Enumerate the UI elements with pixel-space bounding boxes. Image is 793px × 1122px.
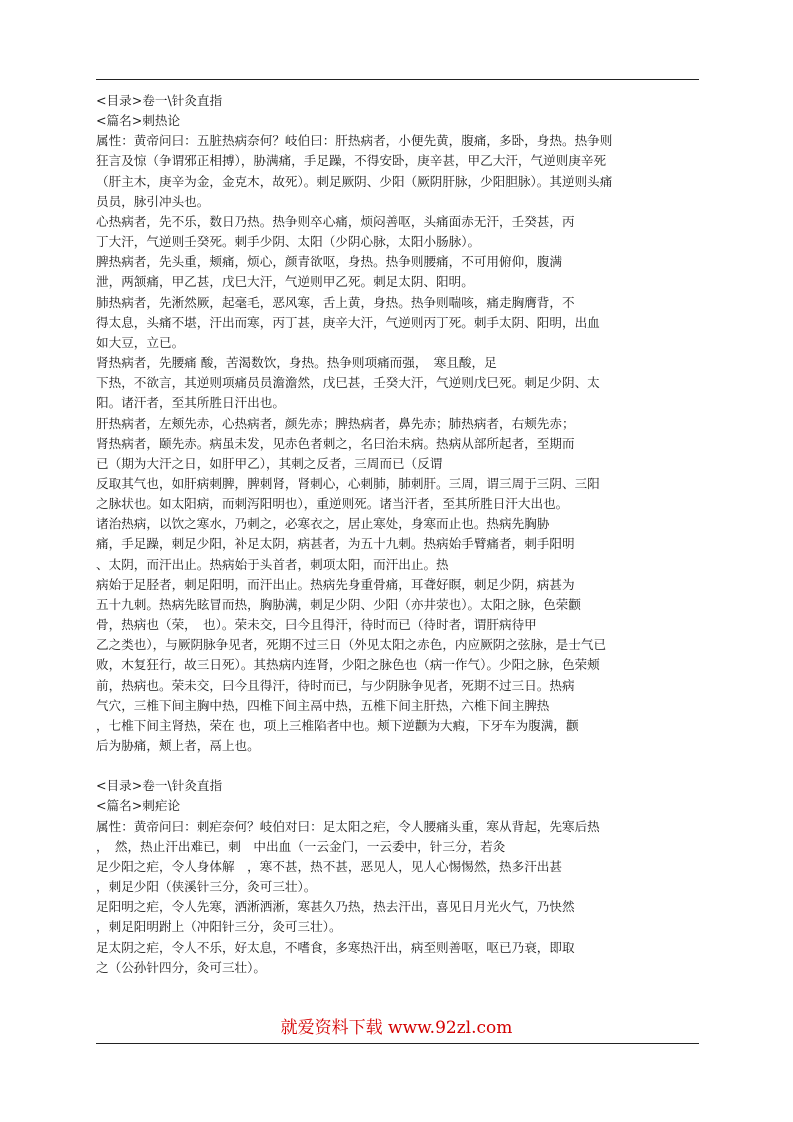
section-text <box>96 817 699 978</box>
text-line: 已（期为大汗之日，如肝甲乙），其刺之反者，三周而已（反谓 <box>96 455 443 471</box>
text-line: 足太阴之疟，令人不乐，好太息，不嗜食，多寒热汗出，病至则善呕，呕已乃衰，即取 <box>96 939 575 955</box>
text-line: ，刺足阳明跗上（冲阳针三分，灸可三壮）。 <box>96 919 342 935</box>
chapter-title: <篇名>刺疟论 <box>96 798 181 814</box>
text-line: 反取其气也，如肝病刺脾，脾刺肾，肾刺心，心刺肺，肺刺肝。三周，谓三周于三阴、三阳 <box>96 475 600 491</box>
text-line: 丁大汗，气逆则壬癸死。刺手少阴、太阳（少阴心脉，太阳小肠脉）。 <box>96 234 481 250</box>
text-line: 痛，手足躁，刺足少阳，补足太阴，病甚者，为五十九刺。热病始手臂痛者，刺手阳明 <box>96 536 575 552</box>
section-gap <box>96 756 699 776</box>
text-line: 属性：黄帝问曰：刺疟奈何？岐伯对曰：足太阳之疟，令人腰痛头重，寒从背起，先寒后热 <box>96 818 600 834</box>
text-line: 阳。诸汗者，至其所胜日汗出也。 <box>96 395 285 411</box>
text-line: 之（公孙针四分，灸可三壮）。 <box>96 959 267 975</box>
text-line: ，七椎下间主肾热，荣在 也，项上三椎陷者中也。颊下逆颧为大瘕，下牙车为腹满，颧 <box>96 717 579 733</box>
catalog-line: <目录>卷一\针灸直指 <box>96 778 223 794</box>
text-line: 骨，热病也（荣， 也）。荣未交，曰今且得汗，待时而已（待时者，谓肝病待甲 <box>96 617 537 633</box>
text-line: 泄，两颔痛，甲乙甚，戊巳大汗，气逆则甲乙死。刺足太阴、阳明。 <box>96 274 474 290</box>
text-line: 诸治热病，以饮之寒水，乃刺之，必寒衣之，居止寒处，身寒而止也。热病先胸胁 <box>96 516 550 532</box>
text-line: （肝主木，庚辛为金，金克木，故死）。刺足厥阴、少阳（厥阴肝脉，少阳胆脉）。其逆则头痛 <box>96 173 613 189</box>
text-line: 得太息，头痛不堪，汗出而寒，丙丁甚，庚辛大汗，气逆则丙丁死。刺手太阴、阳明，出血 <box>96 314 600 330</box>
text-line: 肾热病者，先腰痛 酸，苦渴数饮，身热。热争则项痛而强， 寒且酸，足 <box>96 355 497 371</box>
text-line: 后为胁痛，颊上者，鬲上也。 <box>96 738 260 753</box>
section-malaria <box>96 776 699 978</box>
text-line: 属性：黄帝问曰：五脏热病奈何？岐伯曰：肝热病者，小便先黄，腹痛，多卧，身热。热争则 <box>96 133 613 149</box>
text-line: 乙之类也），与厥阴脉争见者，死期不过三日（外见太阳之赤色，内应厥阴之弦脉，是士气已 <box>96 637 607 653</box>
text-line: 前，热病也。荣未交，曰今且得汗，待时而已，与少阴脉争见者，死期不过三日。热病 <box>96 677 575 693</box>
text-line: ， 然，热止汗出难已，刺 中出血（一云金门，一云委中，针三分，若灸 <box>96 838 506 854</box>
text-line: 败，木复狂行，故三日死）。其热病内连肾，少阳之脉色也（病一作气）。少阳之脉，色荣颊 <box>96 657 600 673</box>
footer-rule <box>96 1043 699 1044</box>
text-line: 员员，脉引冲头也。 <box>96 193 210 209</box>
footer-link[interactable]: 就爱资料下载 www.92zl.com <box>280 1018 513 1038</box>
text-line: 之脉状也。如太阳病，而刺泻阳明也），重逆则死。诸当汗者，至其所胜日汗大出也。 <box>96 496 569 512</box>
text-line: 如大豆，立已。 <box>96 334 185 350</box>
text-line: 五十九刺。热病先眩冒而热，胸胁满，刺足少阴、少阳（亦井荥也）。太阳之脉，色荣颧 <box>96 596 581 612</box>
text-line: 足阳明之疟，令人先寒，洒淅洒淅，寒甚久乃热，热去汗出，喜见日月光火气，乃快然 <box>96 899 575 915</box>
text-line: ，刺足少阳（侠溪针三分，灸可三壮）。 <box>96 879 317 895</box>
text-line: 肺热病者，先淅然厥，起毫毛，恶风寒，舌上黄，身热。热争则喘咳，痛走胸膺背，不 <box>96 294 575 310</box>
catalog-line: <目录>卷一\针灸直指 <box>96 93 223 108</box>
header-rule <box>96 79 699 80</box>
text-line: 心热病者，先不乐，数日乃热。热争则卒心痛，烦闷善呕，头痛面赤无汗，壬癸甚，丙 <box>96 213 575 229</box>
text-line: 、太阴，而汗出止。热病始于头首者，刺项太阳，而汗出止。热 <box>96 556 449 572</box>
text-line: 狂言及惊（争谓邪正相搏），胁满痛，手足躁，不得安卧，庚辛甚，甲乙大汗，气逆则庚辛死 <box>96 153 607 169</box>
section-heat <box>96 91 699 756</box>
text-line: 病始于足胫者，刺足阳明，而汗出止。热病先身重骨痛，耳聋好瞑，刺足少阴，病甚为 <box>96 576 575 592</box>
text-line: 足少阳之疟，令人身体解 ，寒不甚，热不甚，恶见人，见人心惕惕然，热多汗出甚 <box>96 858 562 874</box>
text-line: 下热，不欲言，其逆则项痛员员澹澹然，戊巳甚，壬癸大汗，气逆则戊巳死。刺足少阴、太 <box>96 375 600 391</box>
chapter-title: <篇名>刺热论 <box>96 113 181 129</box>
text-line: 肝热病者，左颊先赤，心热病者，颜先赤；脾热病者，鼻先赤；肺热病者，右颊先赤； <box>96 415 575 431</box>
text-line: 气穴，三椎下间主胸中热，四椎下间主鬲中热，五椎下间主肝热，六椎下间主脾热 <box>96 697 550 713</box>
text-line: 脾热病者，先头重，颊痛，烦心，颜青欲呕，身热。热争则腰痛，不可用俯仰，腹满 <box>96 254 562 270</box>
section-text <box>96 131 699 756</box>
document-body <box>96 91 699 978</box>
text-line: 肾热病者，颐先赤。病虽未发，见赤色者刺之，名曰治未病。热病从部所起者，至期而 <box>96 435 575 451</box>
